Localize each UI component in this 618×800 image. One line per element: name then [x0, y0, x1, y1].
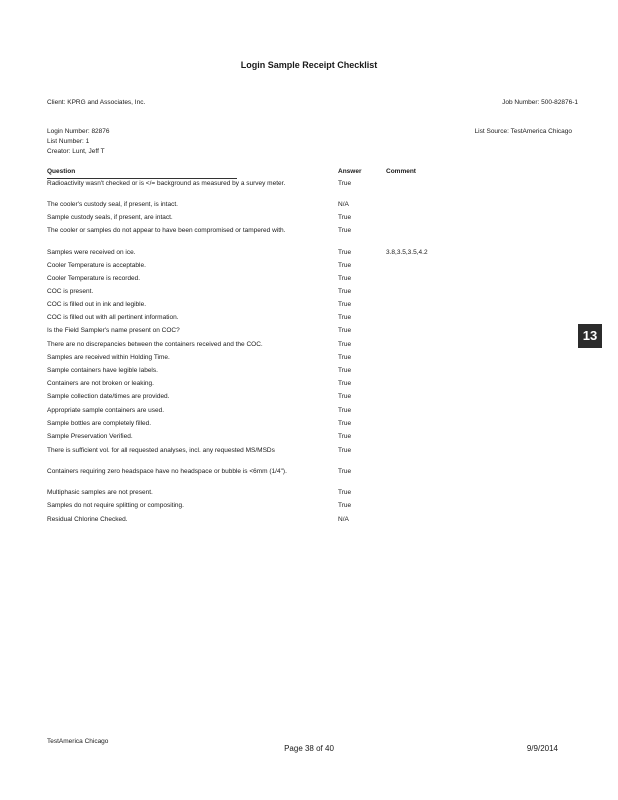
row-answer: True [338, 367, 352, 374]
row-question: The cooler's custody seal, if present, is intact. [47, 201, 178, 208]
row-question: Sample custody seals, if present, are intact. [47, 214, 173, 221]
row-answer: N/A [338, 516, 349, 523]
column-header-answer: Answer [338, 168, 362, 175]
row-question: Appropriate sample containers are used. [47, 407, 165, 414]
column-header-comment: Comment [386, 168, 416, 175]
row-answer: True [338, 227, 352, 234]
row-question: Containers requiring zero headspace have no headspace or bubble is <6mm (1/4"). [47, 468, 287, 475]
row-answer: True [338, 354, 352, 361]
row-question: Samples were received on ice. [47, 249, 136, 256]
row-answer: True [338, 249, 352, 256]
client-name: Client: KPRG and Associates, Inc. [47, 99, 146, 106]
creator: Creator: Lunt, Jeff T [47, 148, 105, 155]
row-answer: True [338, 275, 352, 282]
row-answer: True [338, 341, 352, 348]
row-question: COC is present. [47, 288, 94, 295]
row-question: Cooler Temperature is acceptable. [47, 262, 146, 269]
row-answer: True [338, 214, 352, 221]
job-number: Job Number: 500-82876-1 [502, 99, 578, 106]
row-comment: 3.8,3.5,3.5,4.2 [386, 249, 428, 256]
row-question: Cooler Temperature is recorded. [47, 275, 141, 282]
row-question: COC is filled out in ink and legible. [47, 301, 146, 308]
column-header-question: Question [47, 168, 76, 175]
row-question: Radioactivity wasn't checked or is </= background as measured by a survey meter. [47, 180, 286, 187]
row-question: Samples do not require splitting or compositing. [47, 502, 184, 509]
row-answer: True [338, 433, 352, 440]
row-question: Multiphasic samples are not present. [47, 489, 153, 496]
row-question: Is the Field Sampler's name present on COC? [47, 327, 180, 334]
list-number: List Number: 1 [47, 138, 90, 145]
row-answer: True [338, 447, 352, 454]
row-answer: True [338, 262, 352, 269]
row-question: There are no discrepancies between the containers received and the COC. [47, 341, 263, 348]
row-answer: True [338, 301, 352, 308]
row-question: Sample bottles are completely filled. [47, 420, 152, 427]
row-question: Containers are not broken or leaking. [47, 380, 154, 387]
page-title: Login Sample Receipt Checklist [240, 60, 378, 70]
row-answer: True [338, 180, 352, 187]
row-answer: N/A [338, 201, 349, 208]
row-answer: True [338, 288, 352, 295]
login-number: Login Number: 82876 [47, 128, 110, 135]
header-underline [47, 178, 237, 179]
row-answer: True [338, 314, 352, 321]
row-question: The cooler or samples do not appear to have been compromised or tampered with. [47, 227, 286, 234]
footer-company: TestAmerica Chicago [47, 738, 109, 745]
row-answer: True [338, 502, 352, 509]
row-answer: True [338, 420, 352, 427]
row-question: Sample collection date/times are provided. [47, 393, 170, 400]
row-answer: True [338, 327, 352, 334]
section-tab: 13 [578, 324, 602, 348]
row-question: Sample containers have legible labels. [47, 367, 158, 374]
list-source: List Source: TestAmerica Chicago [474, 128, 572, 135]
row-answer: True [338, 380, 352, 387]
row-question: There is sufficient vol. for all requested analyses, incl. any requested MS/MSDs [47, 447, 275, 454]
footer-date: 9/9/2014 [526, 744, 558, 753]
row-answer: True [338, 407, 352, 414]
row-answer: True [338, 468, 352, 475]
footer-page-number: Page 38 of 40 [284, 744, 334, 753]
row-answer: True [338, 393, 352, 400]
row-question: Samples are received within Holding Time. [47, 354, 170, 361]
row-question: COC is filled out with all pertinent information. [47, 314, 179, 321]
row-question: Residual Chlorine Checked. [47, 516, 128, 523]
row-question: Sample Preservation Verified. [47, 433, 133, 440]
row-answer: True [338, 489, 352, 496]
